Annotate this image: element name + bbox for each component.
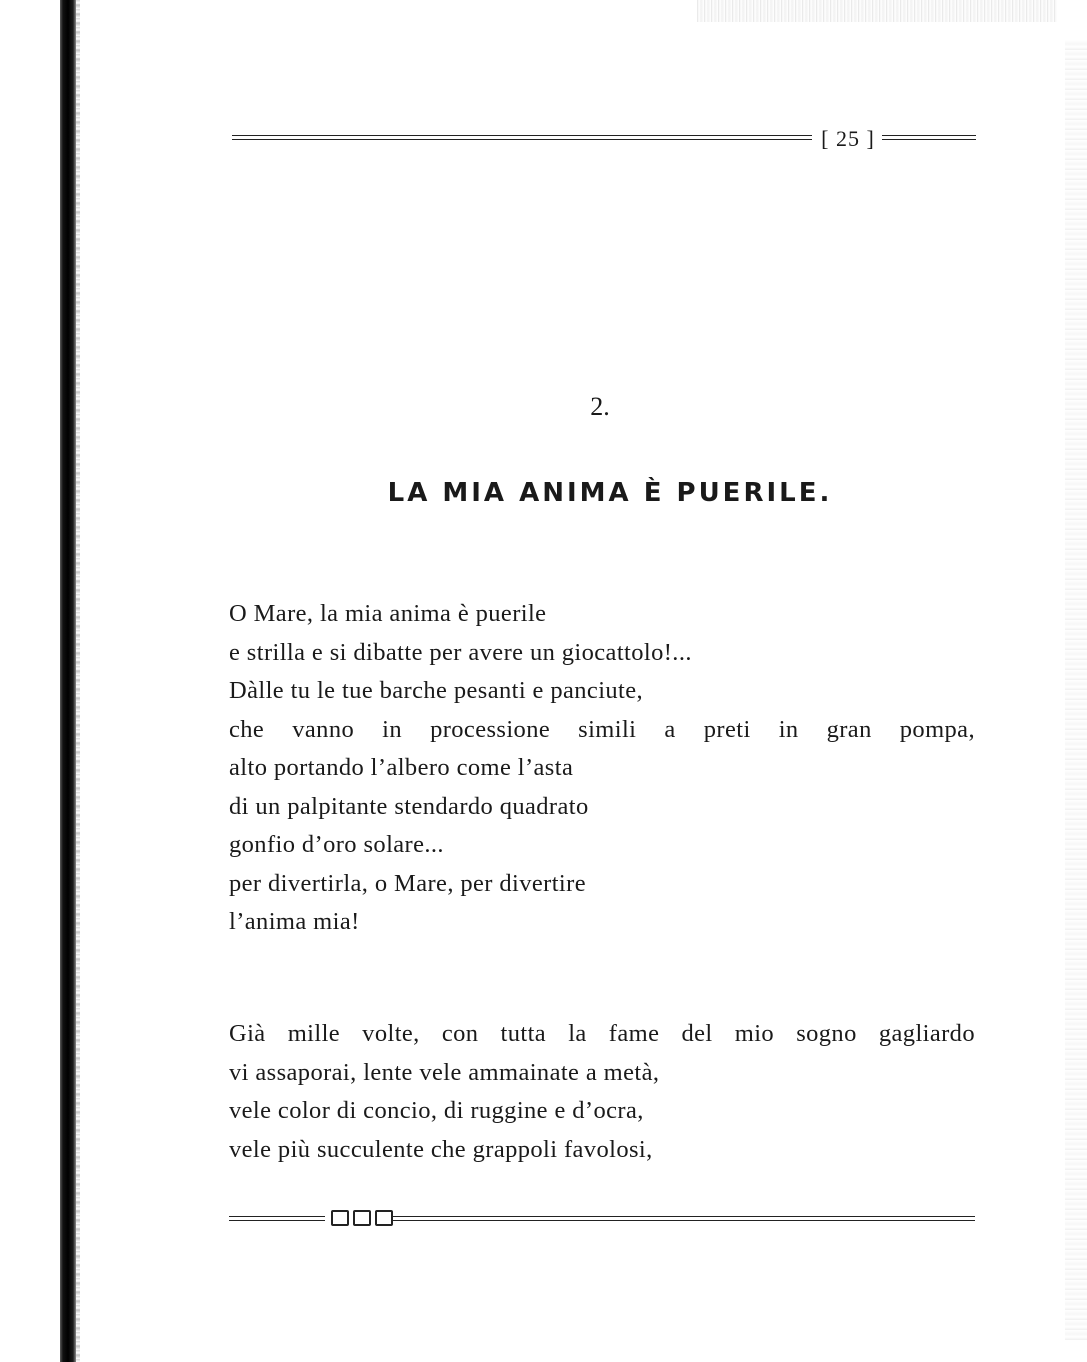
verse-line: l’anima mia! xyxy=(229,908,360,935)
stanza-1 xyxy=(229,595,989,942)
book-binding-edge xyxy=(60,0,76,1362)
verse-line: Già mille volte, con tutta la fame del mio sogno gagliardo xyxy=(229,1020,975,1047)
page-header xyxy=(232,126,976,152)
ornament-box-icon xyxy=(353,1210,371,1226)
verse-line: vele più succulente che grappoli favolosi, xyxy=(229,1135,653,1163)
header-rule-right xyxy=(882,135,976,140)
ornament-box-icon xyxy=(331,1210,349,1226)
page-footer xyxy=(229,1209,975,1231)
verse-line: che vanno in processione simili a preti in gran pompa, xyxy=(229,715,975,743)
verse-line: vi assaporai, lente vele ammainate a metà, xyxy=(229,1058,660,1086)
verse-line: e strilla e si dibatte per avere un giocattolo!... xyxy=(229,638,692,666)
verse-line: alto portando l’albero come l’asta xyxy=(229,754,574,781)
poem-title: LA MIA ANIMA È PUERILE. xyxy=(387,478,833,508)
verse-line: gonfio d’oro solare... xyxy=(229,831,444,858)
verse-line: vele color di concio, di ruggine e d’ocra, xyxy=(229,1097,644,1124)
scan-noise-right xyxy=(1065,40,1087,1340)
footer-ornament xyxy=(331,1210,393,1226)
footer-rule-right xyxy=(393,1216,975,1221)
section-number: 2. xyxy=(590,392,610,421)
footer-rule-left xyxy=(229,1216,325,1221)
verse-line: di un palpitante stendardo quadrato xyxy=(229,792,589,820)
page-number: [ 25 ] xyxy=(821,126,875,151)
verse-line: Dàlle tu le tue barche pesanti e panciute, xyxy=(229,677,644,704)
header-rule-left xyxy=(232,135,812,140)
binding-fray xyxy=(76,0,80,1362)
scan-noise-top xyxy=(697,0,1057,22)
verse-line: per divertirla, o Mare, per divertire xyxy=(229,869,586,897)
verse-line: O Mare, la mia anima è puerile xyxy=(229,600,547,627)
stanza-2 xyxy=(229,1015,989,1169)
ornament-box-icon xyxy=(375,1210,393,1226)
